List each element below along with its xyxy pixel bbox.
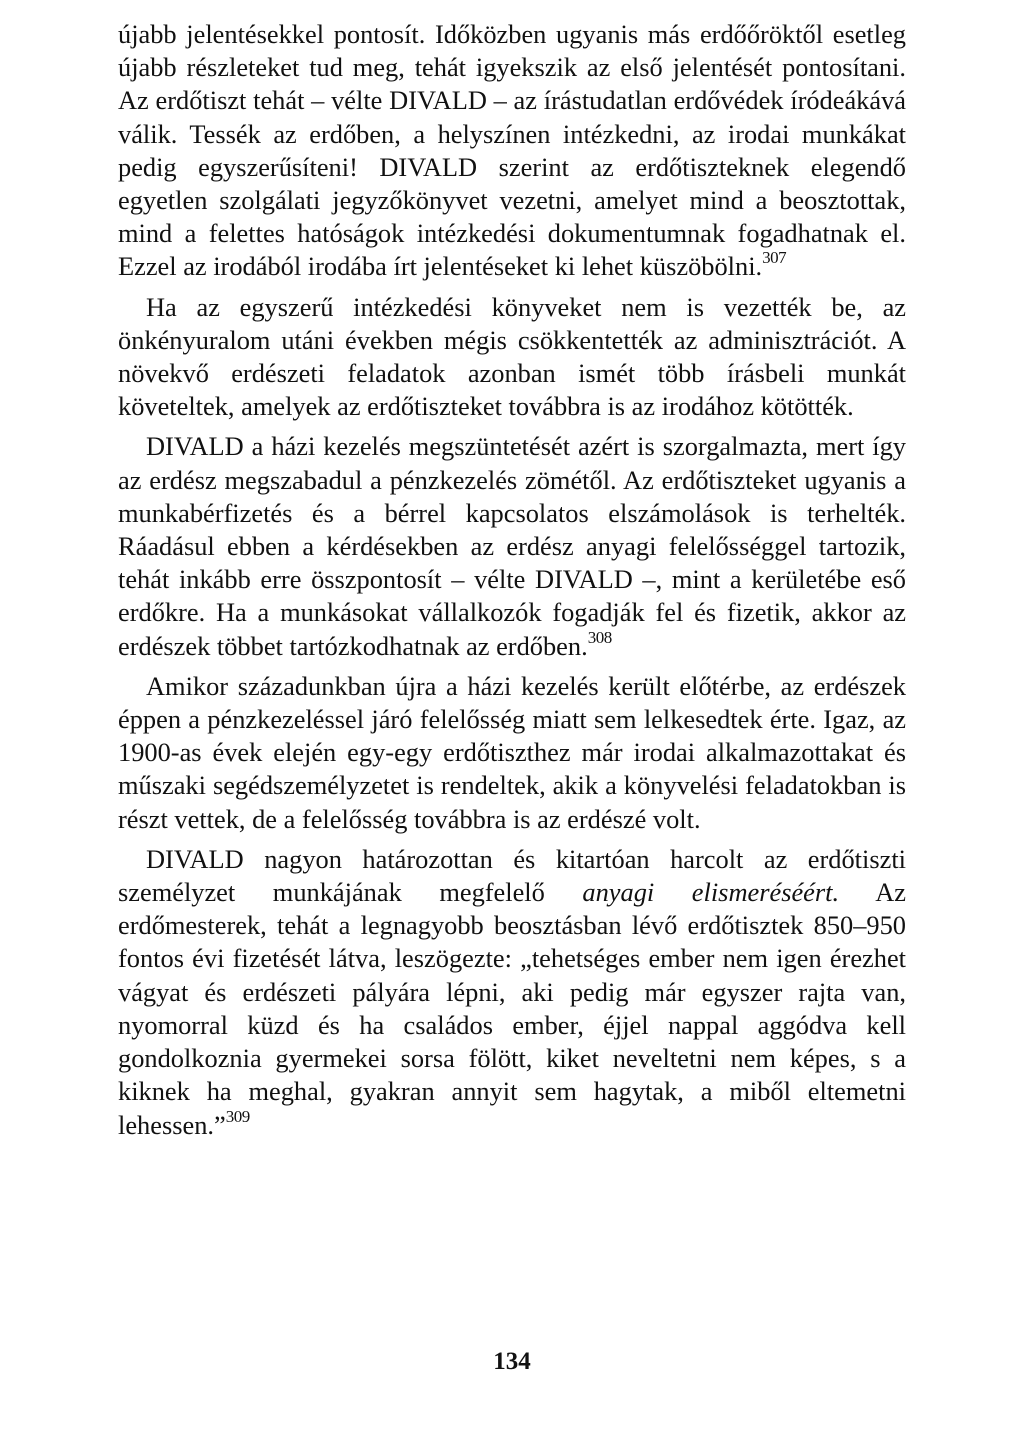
- italic-emphasis: anyagi elismeréséért.: [582, 877, 840, 908]
- paragraph-5: [118, 843, 906, 1142]
- page-body: [118, 18, 906, 1142]
- paragraph-2: [118, 291, 906, 424]
- paragraph-text-quote: Az erdőmesterek, tehát a legnagyobb beosztásban lévő erdőtisztek 850–950 fontos évi fizetését látva, leszögezte: „tehetséges ember nem igen érezhet vágyat és erdészeti pályára lépni, aki pedig már egyszer rajta van, nyomorral küzd és ha családos ember, éjjel nappal aggódva kell gondolkoznia gyermekei sorsa fölött, kiket neveltetni nem képes, s a kiknek ha meghal, gyakran annyit sem hagytak, a miből eltemetni lehessen.”: [118, 877, 906, 1140]
- paragraph-1: [118, 18, 906, 284]
- footnote-ref-307: 307: [762, 248, 787, 268]
- paragraph-4: [118, 670, 906, 836]
- paragraph-3: [118, 430, 906, 662]
- footnote-ref-309: 309: [225, 1106, 250, 1126]
- paragraph-text: Amikor századunkban újra a házi kezelés került előtérbe, az erdészek éppen a pénzkezeléssel járó felelősség miatt sem lelkesedtek érte. Igaz, az 1900-as évek elején egy-egy erdőtiszthez már irodai alkalmazottakat és műszaki segédszemélyzetet is rendeltek, akik a könyvelési feladatokban is részt vettek, de a felelősség továbbra is az erdészé volt.: [118, 670, 906, 834]
- paragraph-text: Ha az egyszerű intézkedési könyveket nem is vezették be, az önkényuralom utáni években mégis csökkentették az adminisztrációt. A növekvő erdészeti feladatok azonban ismét több írásbeli munkát követeltek, amelyek az erdőtiszteket továbbra is az irodához kötötték.: [118, 291, 906, 422]
- paragraph-text: DIVALD nagyon határozottan és kitartóan harcolt az erdőtiszti személyzet munkájának megfelelő: [118, 843, 906, 908]
- footnote-ref-308: 308: [587, 627, 612, 647]
- paragraph-text: DIVALD a házi kezelés megszüntetését azért is szorgalmazta, mert így az erdész megszabadul a pénzkezelés zömétől. Az erdőtiszteket ugyanis a munkabérfizetés és a bérrel kapcsolatos elszámolások is terhelték. Ráadásul ebben a kérdésekben az erdész anyagi felelősséggel tartozik, tehát inkább erre összpontosít – vélte DIVALD –, mint a kerületébe eső erdőkre. Ha a munkásokat vállalkozók fogadják fel és fizetik, akkor az erdészek többet tartózkodhatnak az erdőben.: [118, 431, 906, 661]
- page-number: 134: [493, 1348, 531, 1375]
- paragraph-text: újabb jelentésekkel pontosít. Időközben ugyanis más erdőőröktől esetleg újabb részleteket tud meg, tehát igyekszik az első jelentését pontosítani. Az erdőtiszt tehát – vélte DIVALD – az írástudatlan erdővédek íródeákává válik. Tessék az erdőben, a helyszínen intézkedni, az irodai munkákat pedig egyszerűsíteni! DIVALD szerint az erdőtiszteknek elegendő egyetlen szolgálati jegyzőkönyvet vezetni, amelyet mind a beosztottak, mind a felettes hatóságok intézkedési dokumentumnak fogadhatnak el. Ezzel az irodából irodába írt jelentéseket ki lehet küszöbölni.: [118, 19, 906, 282]
